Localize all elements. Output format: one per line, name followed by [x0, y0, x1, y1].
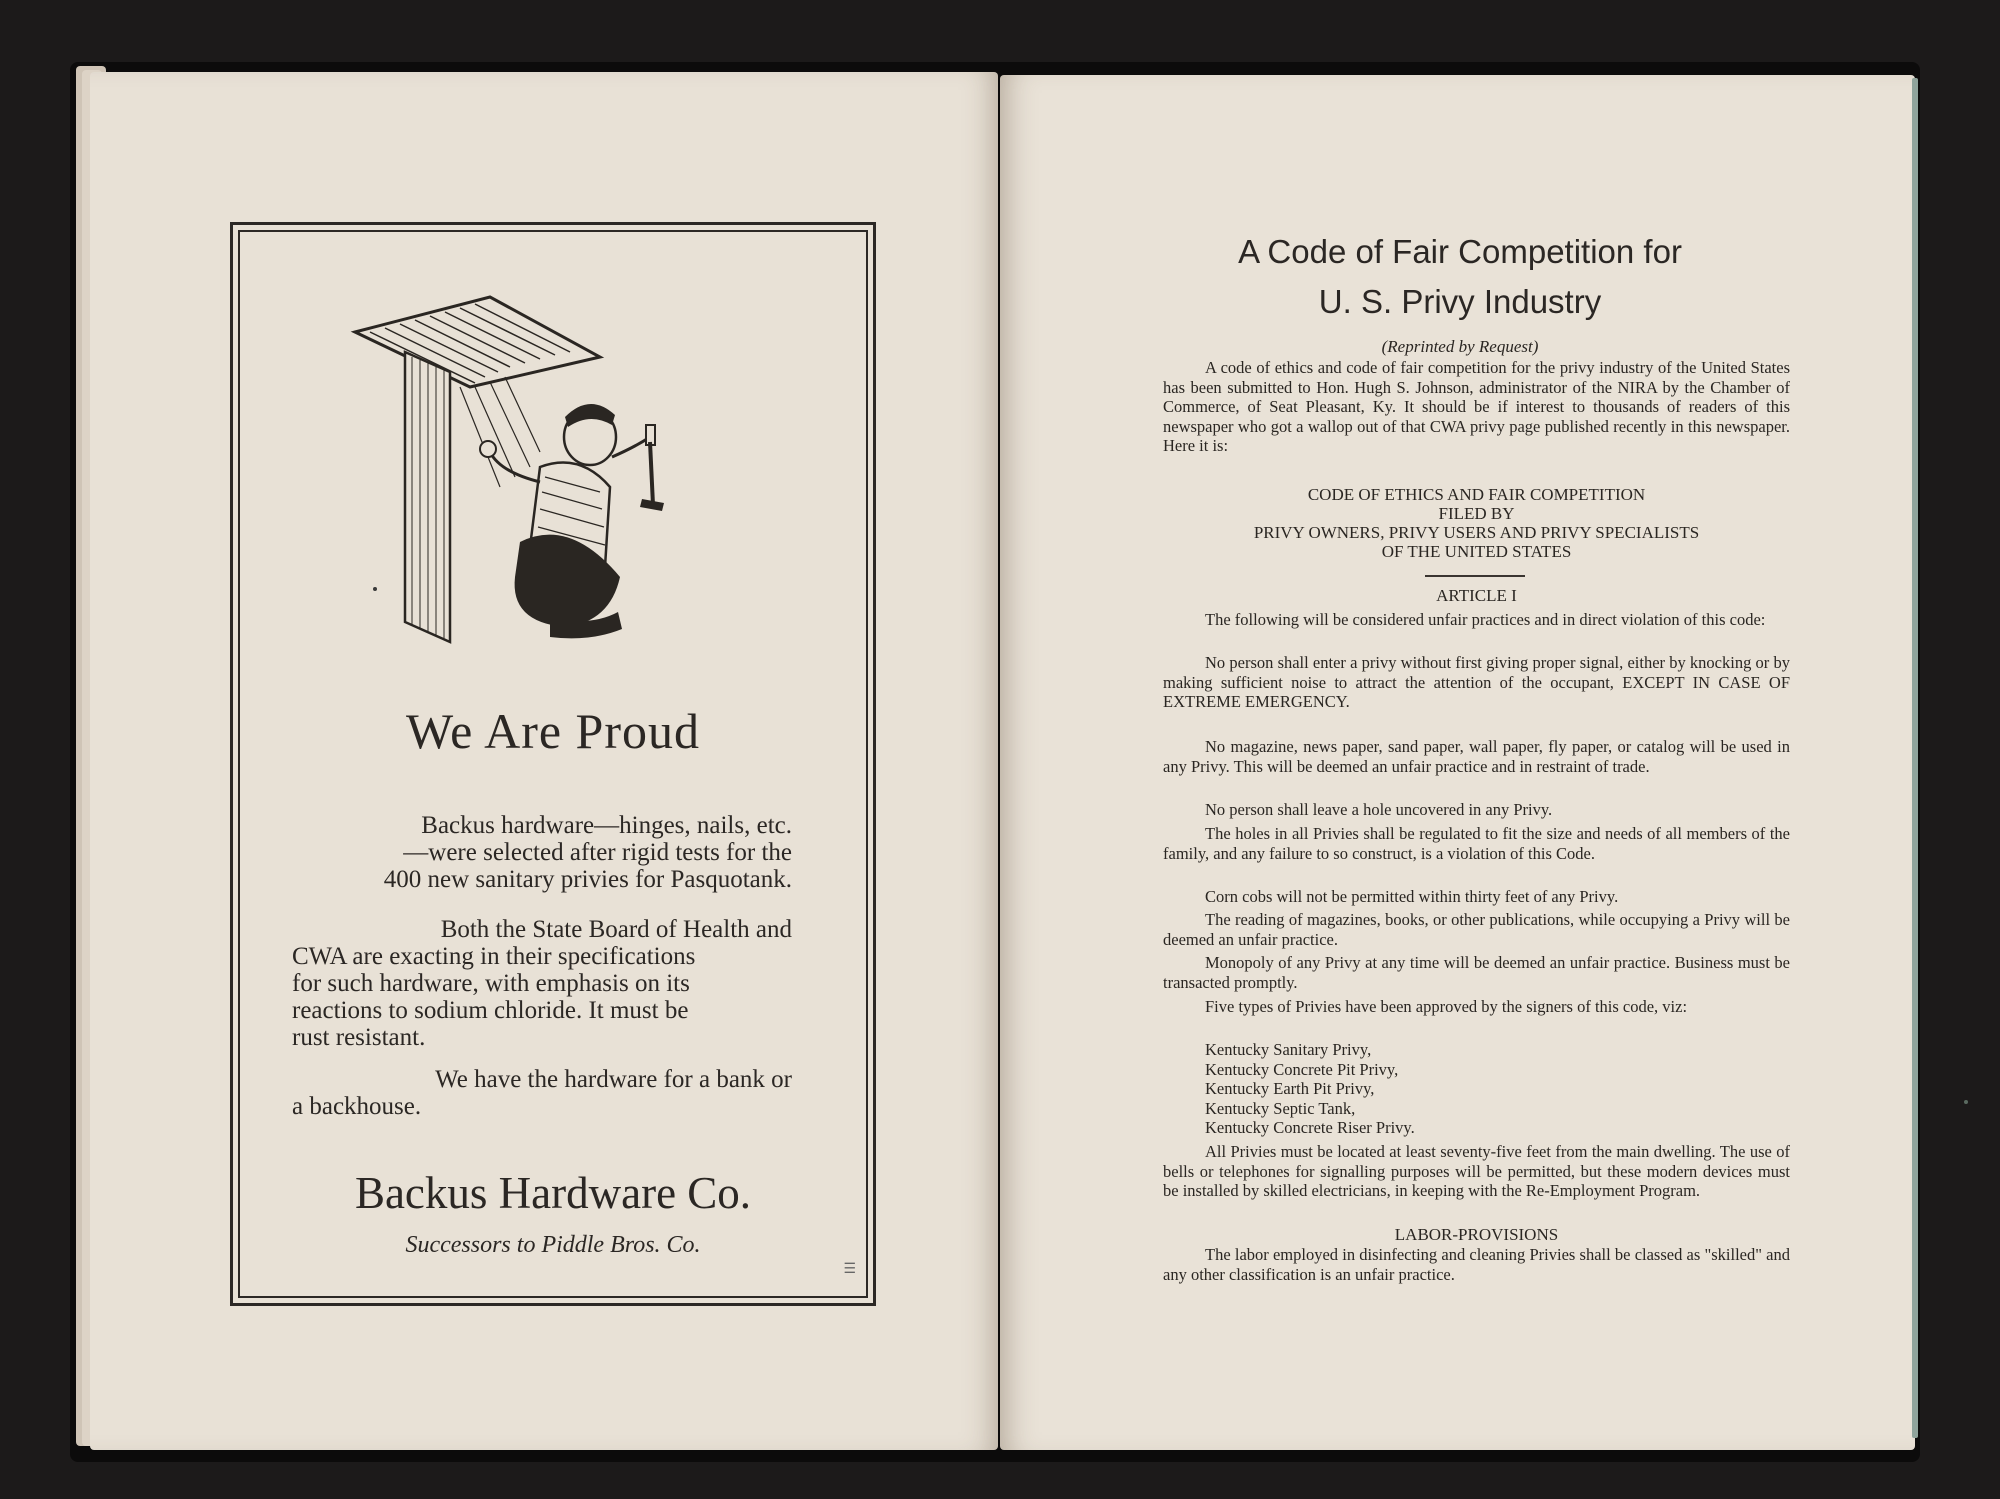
rule-paragraph: No person shall leave a hole uncovered in any Privy.: [1205, 800, 1553, 819]
list-item: Kentucky Sanitary Privy,: [1205, 1040, 1372, 1059]
printer-mark-icon: ☰: [843, 1262, 856, 1277]
ad-text-line: Both the State Board of Health and: [440, 916, 792, 943]
ad-text-line: reactions to sodium chloride. It must be: [292, 997, 689, 1024]
ad-text-line: We have the hardware for a bank or: [435, 1066, 792, 1093]
location-rule: All Privies must be located at least seventy-five feet from the main dwelling. The use of bells or telephones for signalling purposes will be permitted, but these modern devices must be installed by skilled electricians, in keeping with the Re-Employment Program.: [1163, 1142, 1790, 1200]
list-item: Kentucky Concrete Pit Privy,: [1205, 1059, 1399, 1079]
article-heading: ARTICLE I: [1436, 586, 1517, 605]
company-successor: Successors to Piddle Bros. Co.: [405, 1232, 701, 1258]
article-title-line-1: A Code of Fair Competition for: [1238, 233, 1682, 270]
advertisement-frame: [230, 222, 876, 1306]
labor-heading: LABOR-PROVISIONS: [1394, 1225, 1559, 1244]
code-heading-line-4: OF THE UNITED STATES: [1381, 542, 1572, 561]
outhouse-illustration: [350, 277, 710, 657]
rule-paragraph: The reading of magazines, books, or other publications, while occupying a Privy will be deemed an unfair practice.: [1163, 910, 1790, 949]
code-heading-line-3: PRIVY OWNERS, PRIVY USERS AND PRIVY SPECIALISTS: [1253, 523, 1700, 542]
code-heading-line-1: CODE OF ETHICS AND FAIR COMPETITION: [1307, 485, 1646, 504]
reprinted-note: (Reprinted by Request): [1381, 337, 1539, 356]
ad-text-line: 400 new sanitary privies for Pasquotank.: [383, 866, 792, 893]
divider: [1425, 575, 1525, 577]
privy-types-list: [1205, 1040, 1415, 1138]
dust-speck: [373, 587, 377, 591]
ad-text-line: for such hardware, with emphasis on its: [292, 970, 690, 997]
company-name: Backus Hardware Co.: [354, 1168, 752, 1218]
rule-paragraph: Corn cobs will not be permitted within thirty feet of any Privy.: [1205, 887, 1619, 906]
ad-paragraph-2: [292, 916, 792, 1051]
rule-paragraph: Monopoly of any Privy at any time will be deemed an unfair practice. Business must be transacted promptly.: [1163, 953, 1790, 992]
ad-text-line: Backus hardware—hinges, nails, etc.: [421, 812, 792, 839]
rule-paragraph: No magazine, news paper, sand paper, wall paper, fly paper, or catalog will be used in any Privy. This will be deemed an unfair practice and in restraint of trade.: [1163, 737, 1790, 776]
rule-paragraph: Five types of Privies have been approved by the signers of this code, viz:: [1205, 997, 1688, 1016]
ad-text-line: rust resistant.: [292, 1024, 426, 1051]
ad-text-line: —were selected after rigid tests for the: [403, 839, 792, 866]
list-item: Kentucky Earth Pit Privy,: [1205, 1079, 1375, 1098]
dust-speck: [1964, 1100, 1968, 1104]
list-item: Kentucky Septic Tank,: [1205, 1098, 1356, 1118]
cover-edge: [1912, 78, 1918, 1438]
list-item: Kentucky Concrete Riser Privy.: [1205, 1118, 1415, 1137]
code-heading-line-2: FILED BY: [1438, 504, 1515, 523]
rule-paragraph: The holes in all Privies shall be regulated to fit the size and needs of all members of the family, and any failure to so construct, is a violation of this Code.: [1163, 824, 1790, 863]
labor-paragraph: The labor employed in disinfecting and cleaning Privies shall be classed as "skilled" and any other classification is an unfair practice.: [1163, 1245, 1790, 1284]
article-title-line-2: U. S. Privy Industry: [1318, 283, 1602, 320]
ad-text-line: CWA are exacting in their specifications: [292, 943, 696, 970]
ad-paragraph-1: [292, 812, 792, 893]
intro-paragraph: A code of ethics and code of fair competition for the privy industry of the United States has been submitted to Hon. Hugh S. Johnson, administrator of the NIRA by the Chamber of Commerce, of Seat Pleasant, Ky. It should be if interest to thousands of readers of this newspaper who got a wallop out of that CWA privy page published recently in this newspaper. Here it is:: [1163, 358, 1790, 455]
ad-headline: We Are Proud: [405, 703, 701, 759]
article-intro: The following will be considered unfair practices and in direct violation of this code:: [1205, 610, 1766, 629]
rule-paragraph: No person shall enter a privy without first giving proper signal, either by knocking or by making sufficient noise to attract the attention of the occupant, EXCEPT IN CASE OF EXTREME EMERGENCY.: [1163, 653, 1790, 711]
ad-paragraph-3: [292, 1066, 792, 1120]
ad-text-line: a backhouse.: [292, 1093, 422, 1120]
advertisement-inner-border: [238, 230, 868, 1298]
